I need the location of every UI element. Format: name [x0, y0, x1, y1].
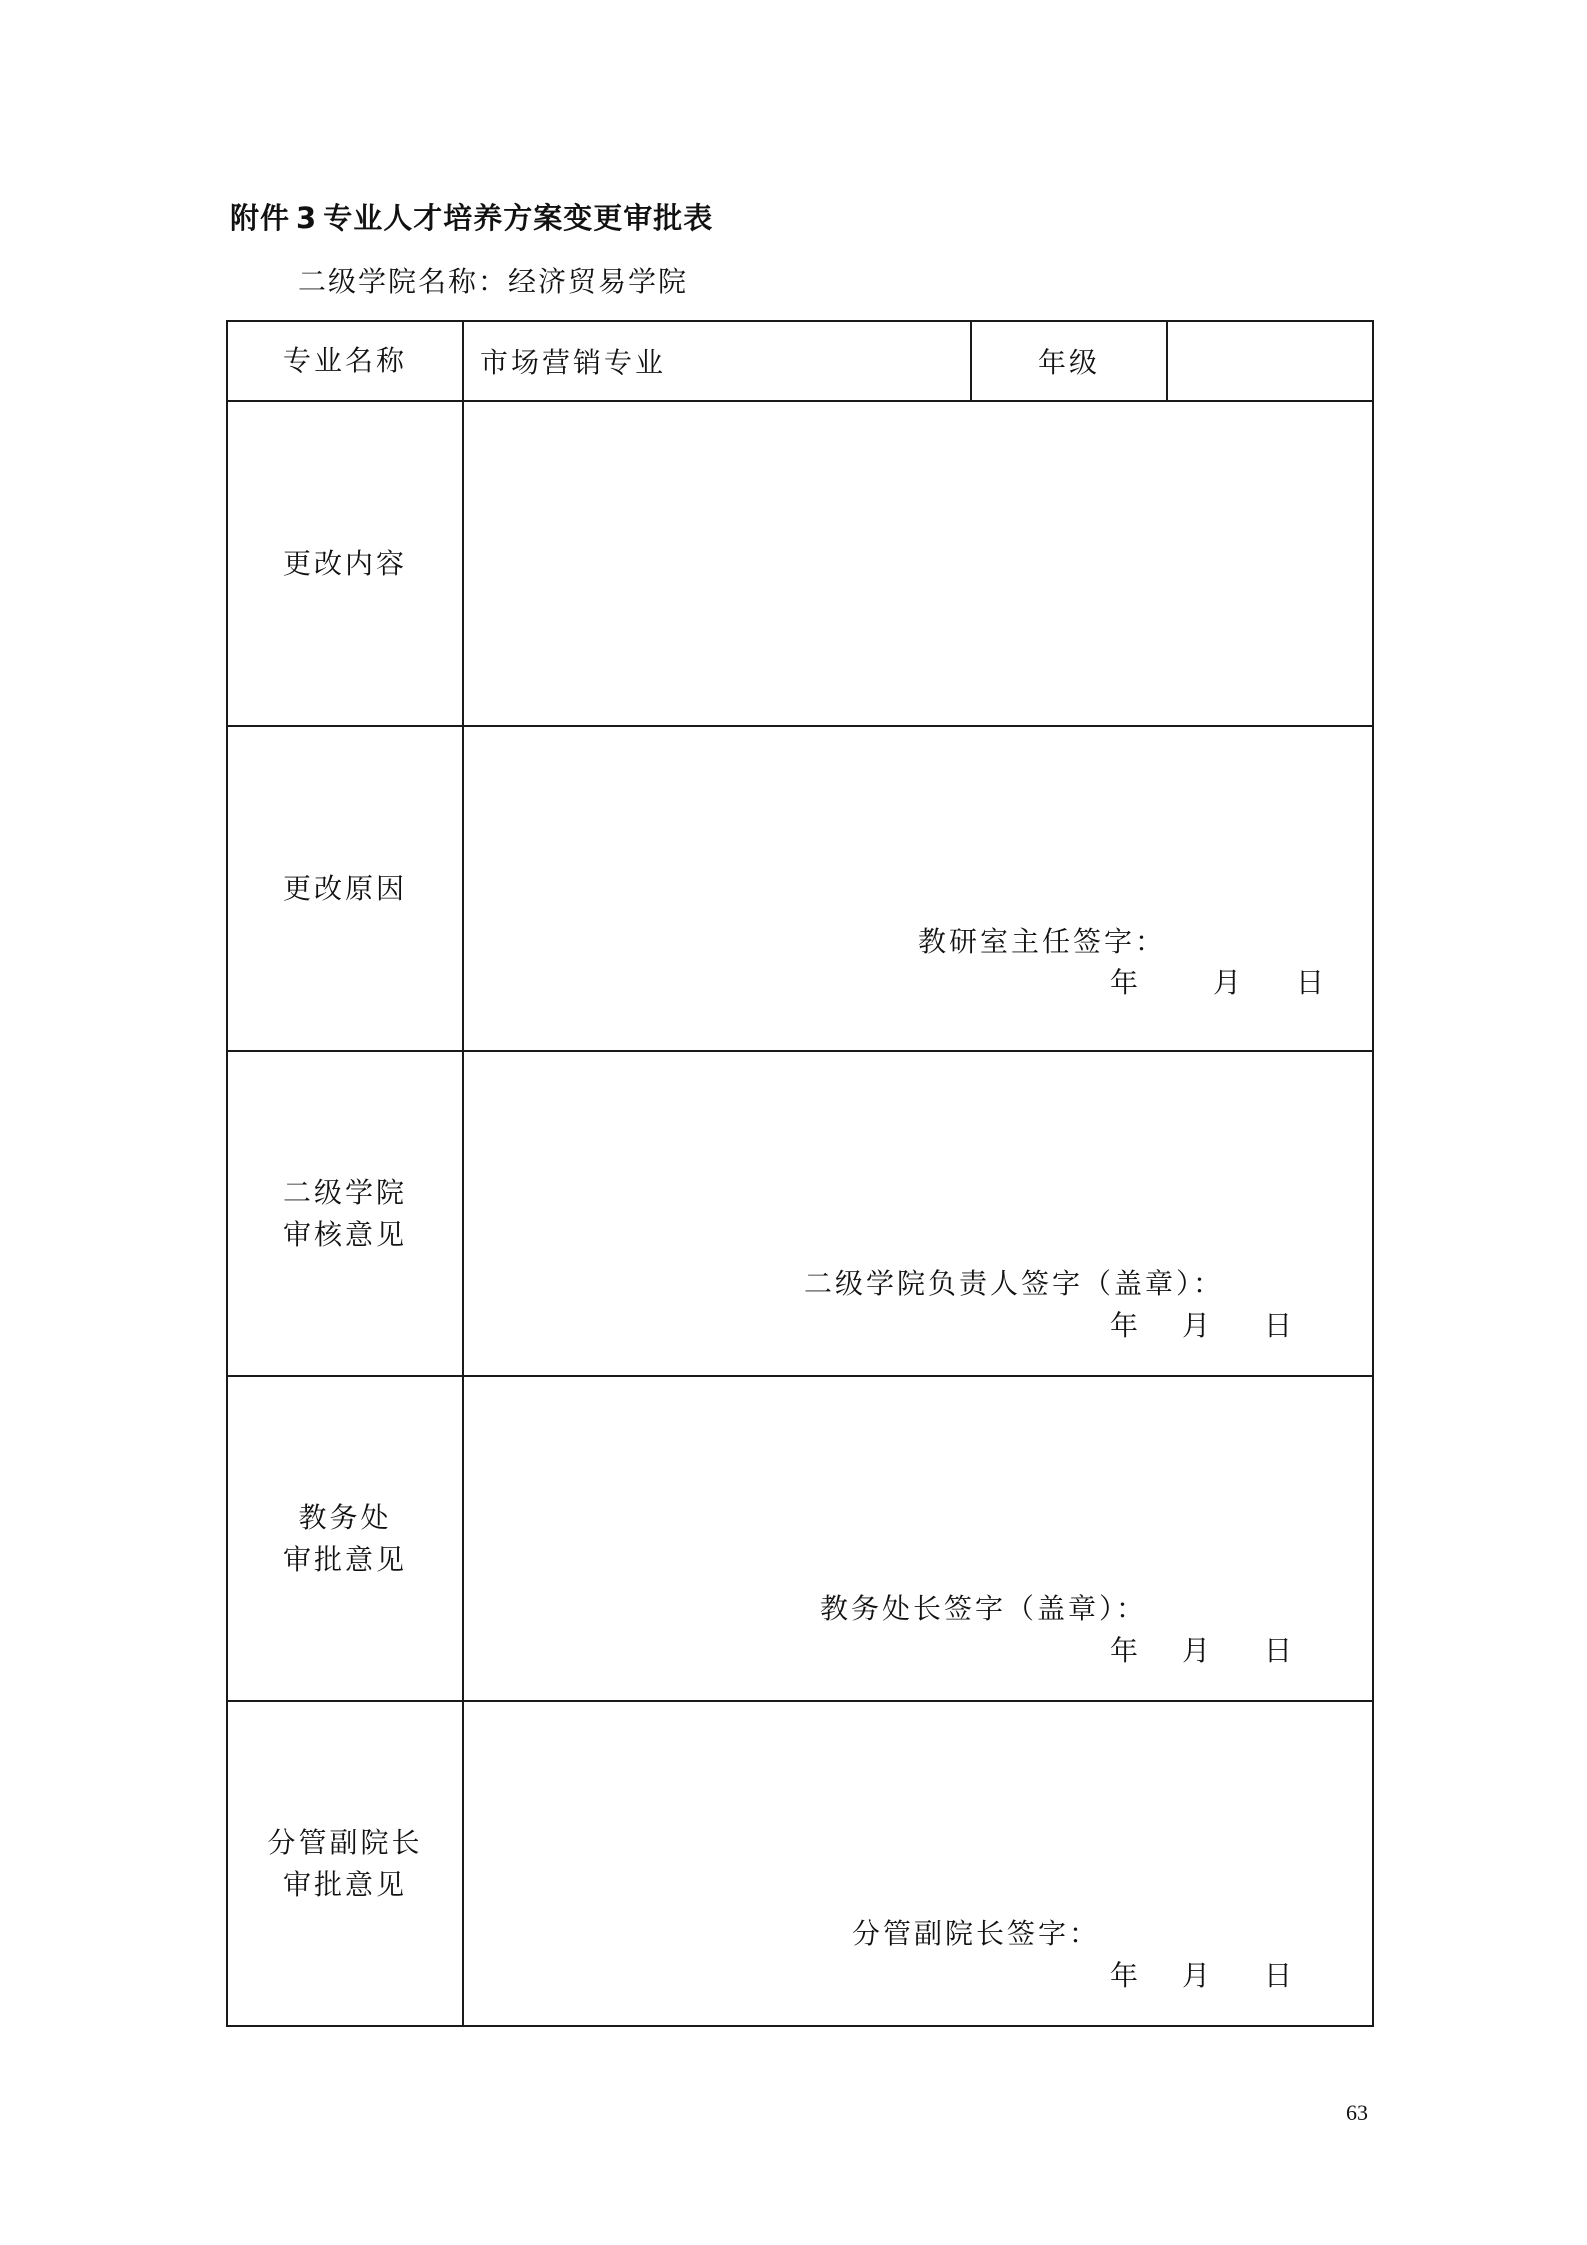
page-title	[230, 196, 713, 237]
change-reason-label	[227, 726, 463, 1051]
section-label-line: 更改原因	[282, 871, 407, 905]
date-year-label: 年	[1110, 1634, 1142, 1667]
college-review-label	[227, 1051, 463, 1376]
title-text: 专业人才培养方案变更审批表	[323, 201, 714, 235]
section-label-line: 二级学院	[282, 1175, 407, 1209]
date-month-label: 月	[1213, 966, 1245, 999]
page-number: 63	[1346, 2100, 1368, 2125]
teaching-office-director-signature-label: 教研室主任签字：	[918, 925, 1167, 958]
grade-label-cell: 年级	[971, 321, 1167, 401]
date-month-label: 月	[1182, 1959, 1214, 1992]
change-content-field[interactable]	[463, 401, 1373, 726]
header-row	[227, 321, 1373, 401]
change-reason-field[interactable]	[463, 726, 1373, 1051]
section-label-line: 更改内容	[282, 546, 407, 580]
title-prefix: 附件	[230, 201, 291, 235]
grade-value-cell[interactable]	[1167, 321, 1373, 401]
college-review-field[interactable]	[463, 1051, 1373, 1376]
college-review-row	[227, 1051, 1373, 1376]
date-year-label: 年	[1110, 1959, 1142, 1992]
vice-president-field[interactable]	[463, 1701, 1373, 2026]
major-value-cell[interactable]: 市场营销专业	[463, 321, 971, 401]
change-reason-row	[227, 726, 1373, 1051]
date-month-label: 月	[1182, 1634, 1214, 1667]
section-label-line: 教务处	[298, 1500, 392, 1534]
approval-form-table	[226, 320, 1374, 2027]
section-label-line: 分管副院长	[267, 1825, 423, 1859]
major-label-cell: 专业名称	[227, 321, 463, 401]
date-year-label: 年	[1110, 966, 1142, 999]
date-day-label: 日	[1296, 966, 1328, 999]
academic-affairs-label	[227, 1376, 463, 1701]
academic-affairs-row	[227, 1376, 1373, 1701]
change-content-label	[227, 401, 463, 726]
date-year-label: 年	[1110, 1309, 1142, 1342]
vice-president-signature-label: 分管副院长签字：	[852, 1917, 1101, 1950]
vice-president-row	[227, 1701, 1373, 2026]
change-content-row	[227, 401, 1373, 726]
college-name-line: 二级学院名称：经济贸易学院	[298, 265, 689, 298]
section-label-line: 审批意见	[282, 1542, 407, 1576]
section-label-line: 审批意见	[282, 1867, 407, 1901]
college-head-signature-label: 二级学院负责人签字（盖章）：	[804, 1267, 1225, 1300]
title-number: 3	[296, 201, 318, 235]
academic-affairs-field[interactable]	[463, 1376, 1373, 1701]
section-label-line: 审核意见	[282, 1217, 407, 1251]
vice-president-label	[227, 1701, 463, 2026]
date-month-label: 月	[1182, 1309, 1214, 1342]
date-day-label: 日	[1264, 1309, 1296, 1342]
academic-affairs-director-signature-label: 教务处长签字（盖章）：	[820, 1592, 1148, 1625]
date-day-label: 日	[1264, 1634, 1296, 1667]
date-day-label: 日	[1264, 1959, 1296, 1992]
